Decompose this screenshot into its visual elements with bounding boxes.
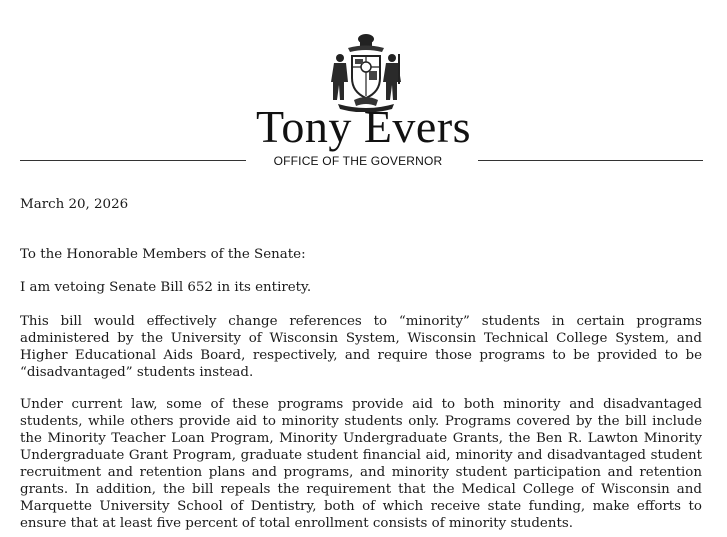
office-title: OFFICE OF THE GOVERNOR bbox=[273, 154, 443, 168]
letter-salutation: To the Honorable Members of the Senate: bbox=[20, 247, 306, 262]
header-rule-left bbox=[20, 160, 246, 161]
letter-paragraph: I am vetoing Senate Bill 652 in its entirety. bbox=[20, 280, 312, 295]
letter-paragraph: This bill would effectively change references to “minority” students in certain programs administered by the University of Wisconsin System, Wisconsin Technical College System, and Higher Educational Aids Board, respectively, and require those programs to be provided to be “disadvantaged” students instead. bbox=[20, 314, 702, 380]
wisconsin-state-seal-icon bbox=[318, 30, 414, 112]
letter-date: March 20, 2026 bbox=[20, 197, 129, 212]
header-rule-right bbox=[478, 160, 703, 161]
letter-paragraph: Under current law, some of these programs provide aid to both minority and disadvantaged students, while others provide aid to minority students only. Programs covered by the bill include the Minority Teacher Loan Program, Minority Undergraduate Grants, the Ben R. Lawton Minority Undergraduate Grant Program, graduate student financial aid, minority and disadvantaged student recruitment and retention plans and programs, and minority student participation and retention grants. In addition, the bill repeals the requirement that the Medical College of Wisconsin and Marquette University School of Dentistry, both of which receive state funding, make efforts to ensure that at least five percent of total enrollment consists of minority students. bbox=[20, 397, 702, 531]
governor-name: Tony Evers bbox=[255, 101, 472, 152]
